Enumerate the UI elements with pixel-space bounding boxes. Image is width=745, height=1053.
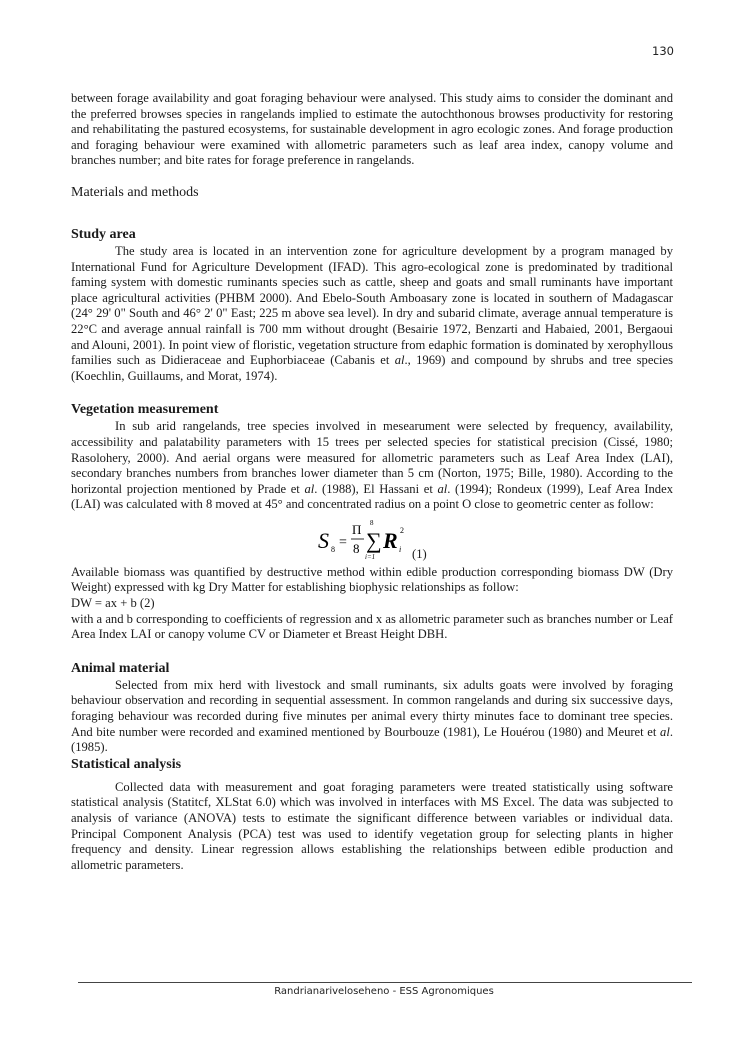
- heading-vegetation-measurement: Vegetation measurement: [71, 402, 219, 418]
- heading-study-area: Study area: [71, 226, 136, 242]
- page-number: 130: [652, 44, 674, 58]
- equation-1-label: (1): [412, 546, 427, 561]
- study-area-section: [71, 226, 673, 384]
- formula-sum-bottom: i=1: [365, 552, 376, 561]
- intro-paragraph: between forage availability and goat foraging behaviour were analysed. This study aims to consider the dominant and the preferred browses species in rangelands implied to estimate the autochthonous browses productivity for restoring and rehabilitating the pastured ecosystems, for sustainable development in agro ecologic zones. And forage production and foraging behaviour were examined with allometric parameters such as leaf area index, canopy volume and branches number; and bite rates for forage preference in rangelands.: [71, 91, 673, 168]
- vegetation-paragraph-1: In sub arid rangelands, tree species involved in mesearument were selected by frequency, availability, accessibility and palatability parameters with 15 trees per selected species for statistical precision (Cissé, 1980; Rasolohery, 2000). And aerial organs were measured for allometric parameters such as Leaf Area Index (LAI), secondary branches numbers from branches lower diameter than 5 cm (Norton, 1975; Bille, 1980). According to the horizontal projection mentioned by Prade et al. (1988), El Hassani et al. (1994); Rondeux (1999), Leaf Area Index (LAI) was calculated with 8 moved at 45° and concentrated radius on a point O close to geometric center as follow:: [71, 419, 673, 512]
- section-title-materials-methods: Materials and methods: [71, 184, 199, 200]
- formula-term-sub: i: [399, 544, 402, 554]
- vegetation-paragraph-3: with a and b corresponding to coefficients of regression and x as allometric parameter such as branches number or Leaf Area Index LAI or canopy volume CV or Diameter et Breast Height DBH.: [71, 611, 673, 642]
- formula-term-sup: 2: [400, 525, 404, 535]
- formula-numerator: Π: [352, 521, 362, 537]
- formula-denominator: 8: [353, 540, 360, 556]
- formula-sum-top: 8: [370, 518, 374, 527]
- formula-lhs-sub: 8: [331, 544, 335, 554]
- formula-term: R: [383, 527, 398, 553]
- statistical-analysis-paragraph: Collected data with measurement and goat foraging parameters were treated statistically using software statistical analysis (Statitcf, XLStat 6.0) which was involved in interfaces with MS Excel. The data was subjected to analysis of variance (ANOVA) tests to estimate the significant difference between variables or individual data. Principal Component Analysis (PCA) test was used to identify vegetation group for selecting plants in higher frequency and density. Linear regression allows establishing the relationships between edible production and allometric parameters.: [71, 779, 673, 872]
- footer-text: Randrianariveloseheno - ESS Agronomiques: [274, 986, 494, 997]
- equation-1: [71, 515, 673, 565]
- page-body: [71, 91, 673, 873]
- animal-material-paragraph: Selected from mix herd with livestock and small ruminants, six adults goats were involved by foraging behaviour observation and recording in sequential assessment. In common rangelands and during six successive days, foraging behaviour was recorded during five minutes per animal every thirty minutes face to dominant tree species. And bite number were recorded and examined mentioned by Bourbouze (1981), Le Houérou (1980) and Meuret et al. (1985).: [71, 677, 673, 755]
- formula-lhs: S: [318, 527, 329, 553]
- formula-equals: =: [339, 534, 347, 550]
- study-area-paragraph: The study area is located in an intervention zone for agriculture development by a program managed by International Fund for Agriculture Development (IFAD). This agro-ecological zone is predominated by traditional faming system with domestic ruminants species such as cattle, sheep and goats and small ruminants have important place agricultural activities (PHBM 2000). And Ebelo-South Amboasary zone is located in southern of Madagascar (24° 29' 0" South and 46° 2' 0" East; 225 m above sea level). In dry and subarid climate, average annual temperature is 22°C and average annual rainfall is 700 mm without drought (Besairie 1972, Benzarti and Habaied, 2001, Bergaoui and Alouni, 2001). In point view of floristic, vegetation structure from edaphic formation is dominated by xerophyllous families such as Didieraceae and Euphorbiaceae (Cabanis et al., 1969) and compound by shrubs and tree species (Koechlin, Guillaums, and Morat, 1974).: [71, 243, 674, 383]
- vegetation-paragraph-2: Available biomass was quantified by destructive method within edible production corresponding biomass DW (Dry Weight) expressed with kg Dry Matter for establishing biophysic relationships as follow:: [71, 564, 673, 595]
- footer-divider: [78, 982, 692, 983]
- vegetation-section: [71, 401, 673, 643]
- heading-statistical-analysis: Statistical analysis: [71, 756, 182, 772]
- formula-sigma: ∑: [366, 527, 382, 553]
- heading-animal-material: Animal material: [71, 660, 170, 676]
- equation-2: DW = ax + b (2): [71, 596, 155, 611]
- animal-material-section: [71, 660, 673, 756]
- statistical-analysis-section: [71, 756, 673, 874]
